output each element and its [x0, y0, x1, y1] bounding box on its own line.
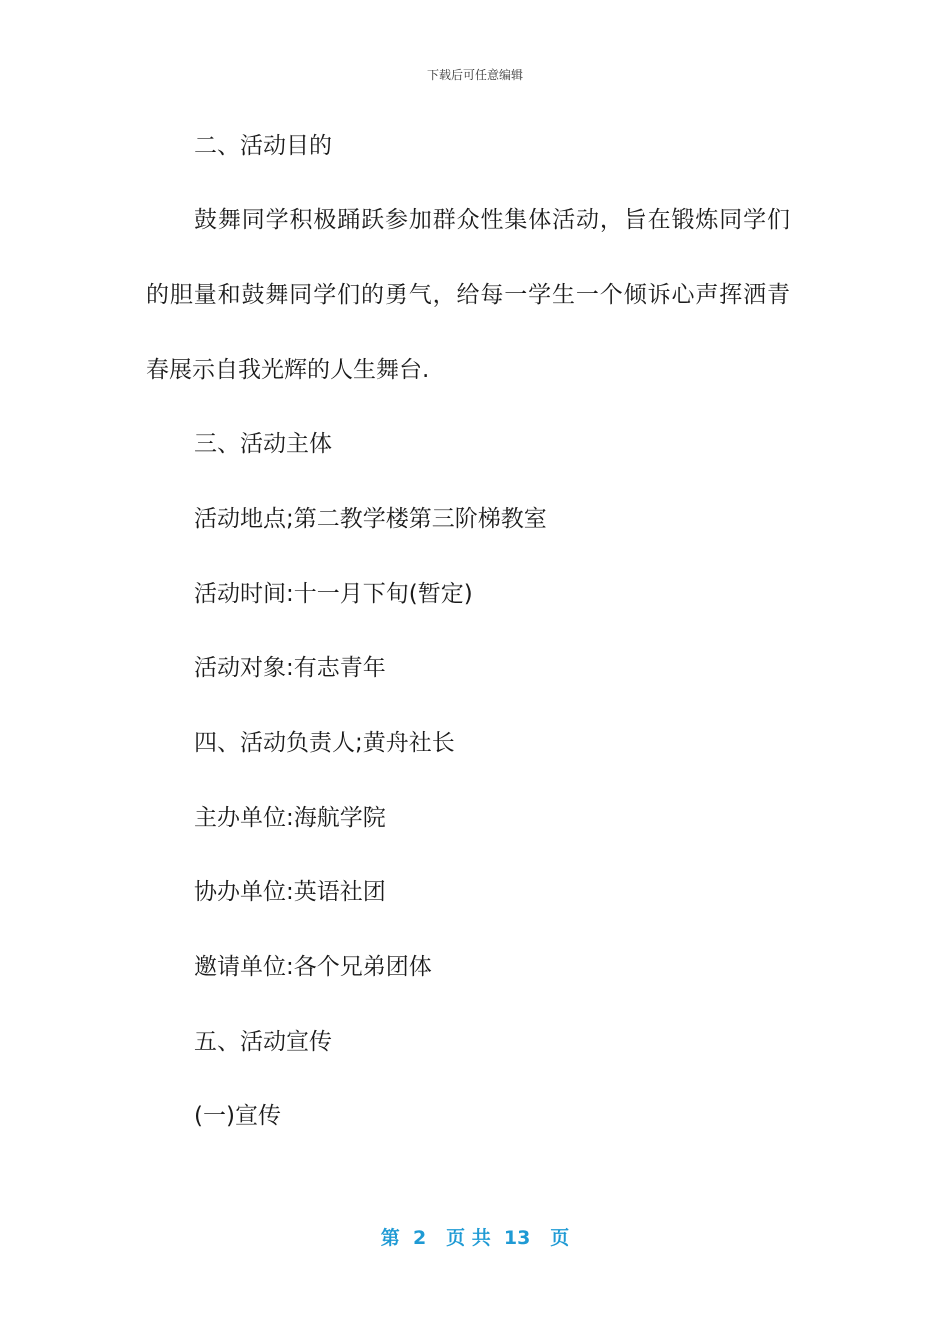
subsection-publicity: (一)宣传 — [194, 1103, 281, 1129]
header-note: 下载后可任意编辑 — [426, 68, 523, 82]
activity-time: 活动时间:十一月下旬(暂定) — [194, 581, 473, 607]
page-number-footer: 第 2 页 共 13 页 — [380, 1227, 570, 1249]
purpose-paragraph-line-2: 的胆量和鼓舞同学们的勇气，给每一学生一个倾诉心声挥洒青 — [146, 282, 790, 308]
invited-unit: 邀请单位:各个兄弟团体 — [194, 954, 432, 980]
section-title-subject: 三、活动主体 — [194, 431, 332, 457]
section-title-purpose: 二、活动目的 — [194, 133, 332, 159]
co-host-unit: 协办单位:英语社团 — [194, 879, 386, 905]
section-title-publicity: 五、活动宣传 — [194, 1029, 332, 1055]
purpose-paragraph-line-1: 鼓舞同学积极踊跃参加群众性集体活动，旨在锻炼同学们 — [194, 207, 790, 233]
host-unit: 主办单位:海航学院 — [194, 805, 386, 831]
activity-location: 活动地点;第二教学楼第三阶梯教室 — [194, 506, 547, 532]
activity-audience: 活动对象:有志青年 — [194, 655, 386, 681]
purpose-paragraph-line-3: 春展示自我光辉的人生舞台. — [146, 357, 430, 383]
section-title-organizer: 四、活动负责人;黄舟社长 — [194, 730, 455, 756]
